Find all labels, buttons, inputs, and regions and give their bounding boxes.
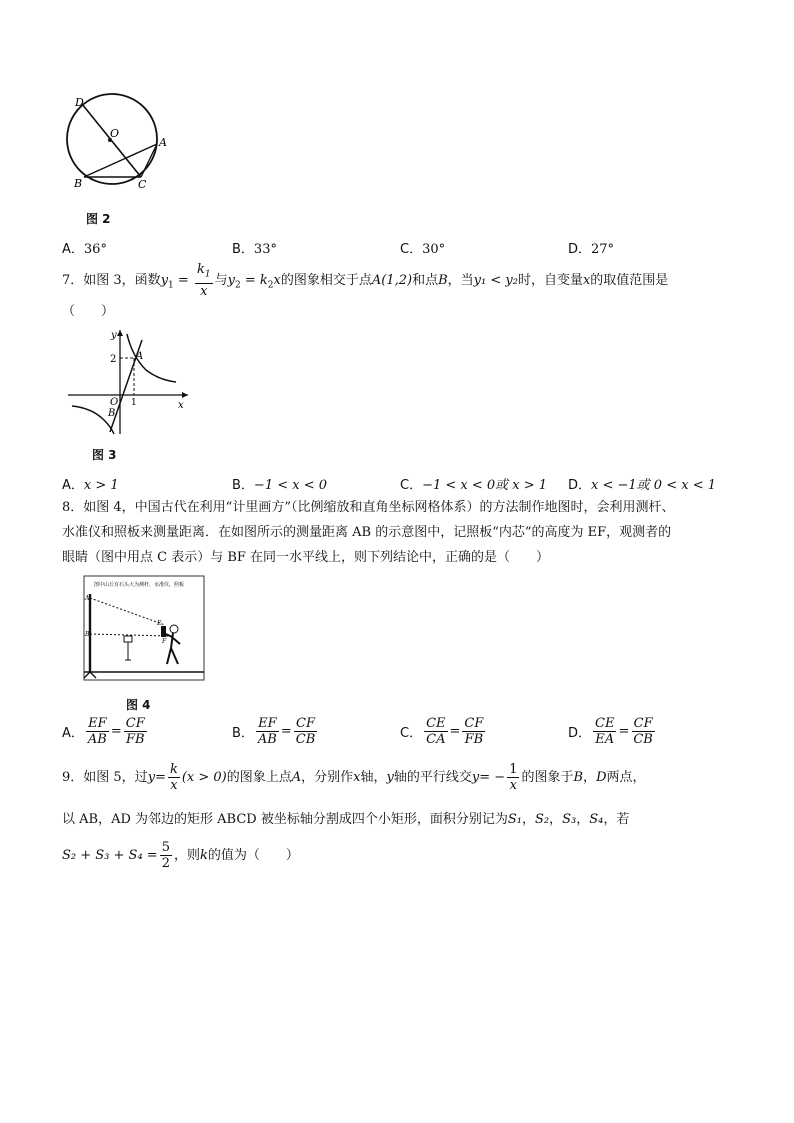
pole-foot-left (84, 672, 90, 678)
q8-option-d[interactable]: D． $\frac{CE}{EA}$ = $\frac{CF}{CB}$ (568, 716, 653, 747)
question-8-line-3: 眼睛（图中用点 C 表示）与 BF 在同一水平线上，则下列结论中，正确的是（ ） (62, 550, 550, 565)
q6-option-a[interactable]: A．36° (62, 242, 107, 257)
label-a: A (85, 595, 90, 602)
label-o: O (110, 127, 120, 140)
label-f: F (162, 638, 167, 645)
sightline-ae (90, 598, 165, 625)
label-d: D (75, 96, 84, 109)
q7-option-a[interactable]: A．x > 1 (62, 478, 119, 493)
y-axis-arrow (117, 330, 123, 336)
observer-body (166, 633, 180, 664)
fraction-5-over-2: $\frac{5}{2}$ (161, 840, 170, 871)
figure-4-scene (72, 574, 206, 684)
question-9-line-1: 9． 如图 5，过 y = $\frac{k}{x}$ (x > 0) 的图象上点 A ，分别作 x 轴， y 轴的平行线交 y = − $\frac{1}{x}$ 的图象于 B ， D 两点， (62, 762, 646, 793)
sighting-board (161, 626, 166, 637)
question-7-stem: 7．如图 3，函数$y_1$ = $\frac{k_1}{x}$ 与$y_2 = k_2x$的图象相交于点A(1,2)和点B，当y₁ < y₂时，自变量x的取值范围是 (62, 262, 669, 299)
chord-ba (84, 144, 157, 177)
fraction-1-over-x: $\frac{1}{x}$ (509, 762, 518, 793)
observer-head (170, 625, 178, 633)
label-y: y (111, 330, 117, 341)
label-a: A (159, 136, 167, 149)
question-7-answer-paren: （ ） (62, 304, 115, 319)
label-c: C (138, 178, 147, 191)
label-b: B (85, 631, 90, 638)
figure-2-circle (60, 92, 170, 220)
q8-option-c[interactable]: C． $\frac{CE}{CA}$ = $\frac{CF}{FB}$ (400, 716, 484, 747)
q6-option-d[interactable]: D．27° (568, 242, 615, 257)
label-b: B (108, 408, 116, 419)
x-axis-arrow (182, 392, 188, 398)
q7-option-b[interactable]: B．−1 < x < 0 (232, 478, 328, 493)
fraction-k1-over-x: $\frac{k_1}{x}$ (196, 262, 211, 299)
label-b: B (74, 177, 83, 190)
label-x: x (178, 400, 184, 411)
question-9-line-3: S₂ + S₃ + S₄ = $\frac{5}{2}$ ，则 k 的值为（ ） (62, 840, 299, 871)
question-9-line-2: 以 AB，AD 为邻边的矩形 ABCD 被坐标轴分割成四个小矩形，面积分别记为S₁，S₂，S₃，S₄，若 (62, 812, 630, 827)
question-8-line-2: 水准仪和照板来测量距离．在如图所示的测量距离 AB 的示意图中，记照板“内芯”的高度为 EF，观测者的 (62, 525, 672, 540)
frame (84, 576, 204, 680)
q8-option-b[interactable]: B． $\frac{EF}{AB}$ = $\frac{CF}{CB}$ (232, 716, 316, 747)
figure-3-graph (64, 326, 192, 438)
q6-option-b[interactable]: B．33° (232, 242, 277, 257)
figure-4-caption: 图 4 (126, 698, 151, 712)
label-two: 2 (110, 354, 117, 365)
label-a: A (136, 351, 144, 362)
q8-option-a[interactable]: A． $\frac{EF}{AB}$ = $\frac{CF}{FB}$ (62, 716, 145, 747)
label-one: 1 (131, 398, 137, 408)
question-8-line-1: 8．如图 4，中国古代在利用“计里画方”（比例缩放和直角坐标网格体系）的方法制作地图时，会利用测杆、 (62, 500, 675, 515)
level-instrument (124, 636, 132, 642)
banner-text: 图中山丘有石头大为测杆，水准仪，照板 (94, 582, 185, 588)
q6-option-c[interactable]: C．30° (400, 242, 446, 257)
label-e: E (157, 620, 162, 627)
figure-2-caption: 图 2 (86, 212, 111, 226)
label-o: O (110, 397, 119, 408)
figure-3-caption: 图 3 (92, 448, 117, 462)
fraction-k-over-x: $\frac{k}{x}$ (169, 762, 178, 793)
q7-option-d[interactable]: D．x < −1或 0 < x < 1 (568, 478, 716, 493)
pole-foot-right (90, 672, 96, 678)
q7-option-c[interactable]: C．−1 < x < 0或 x > 1 (400, 478, 548, 493)
chord-ac (141, 144, 157, 177)
